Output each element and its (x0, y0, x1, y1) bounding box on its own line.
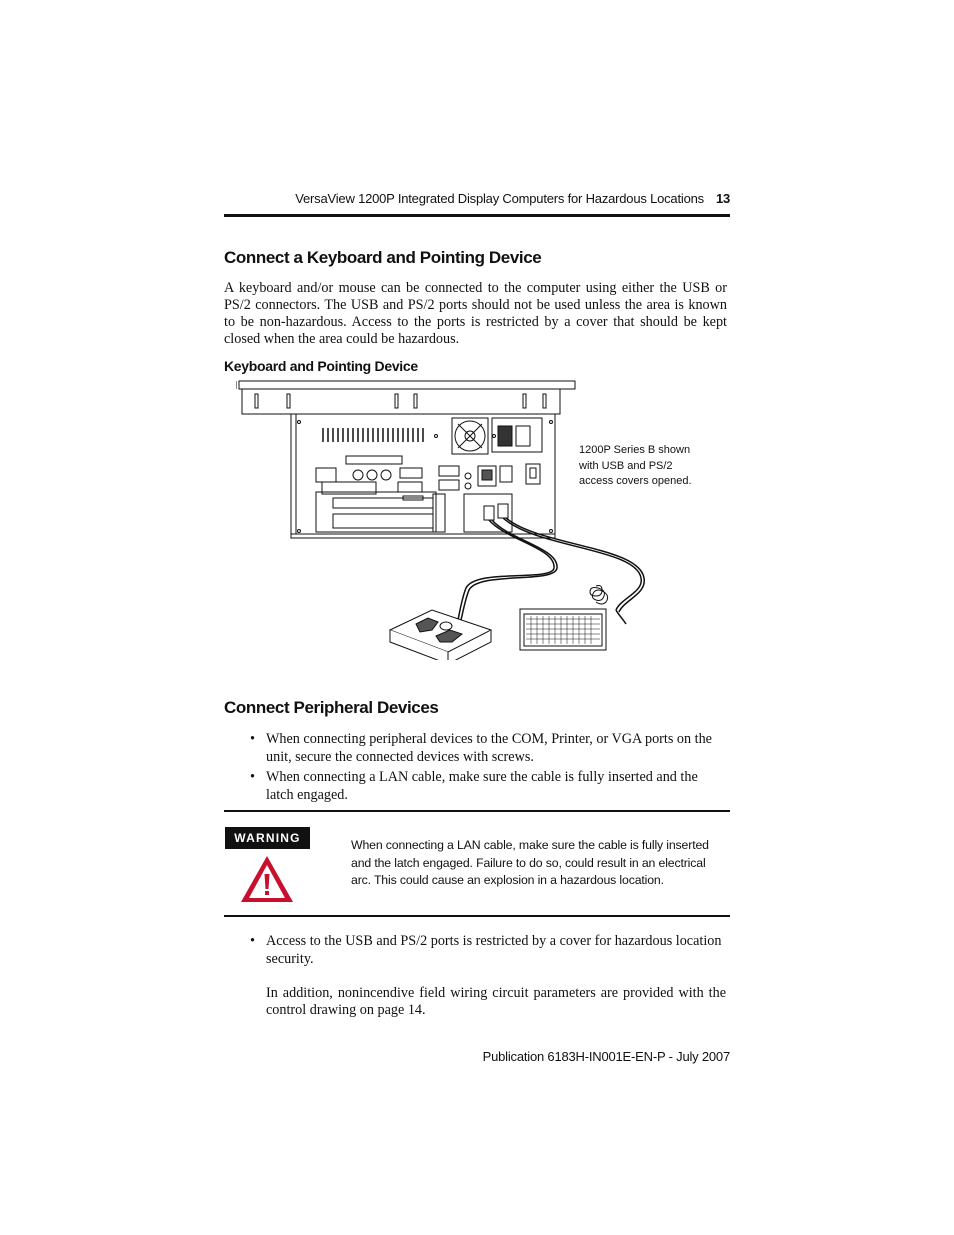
figure-title: Keyboard and Pointing Device (224, 358, 418, 374)
running-head (224, 191, 730, 211)
warning-label: WARNING (225, 827, 310, 849)
running-head-title: VersaView 1200P Integrated Display Computers for Hazardous Locations (295, 191, 704, 206)
figure-caption: 1200P Series B shown with USB and PS/2 access covers opened. (579, 444, 692, 487)
page-number: 13 (715, 191, 730, 206)
followup-paragraph: In addition, nonincendive field wiring circuit parameters are provided with the control drawing on page 14. (266, 985, 726, 1018)
access-bullet-list (248, 933, 728, 971)
keyboard-paragraph: A keyboard and/or mouse can be connected to the computer using either the USB or PS/2 connectors. The USB and PS/2 ports should not be used unless the area is known to be non-hazardous. Access to the ports is restricted by a cover that should be kept closed when the area could be hazardous. (224, 280, 727, 347)
peripheral-bullet-list (248, 731, 728, 807)
list-item: • When connecting a LAN cable, make sure the cable is fully inserted and the latch engaged. (248, 769, 728, 804)
warning-triangle-icon (239, 854, 295, 904)
warning-top-rule (224, 810, 730, 812)
publication-footer: Publication 6183H-IN001E-EN-P - July 2007 (482, 1049, 730, 1064)
heading-connect-keyboard: Connect a Keyboard and Pointing Device (224, 248, 542, 267)
warning-bottom-rule (224, 915, 730, 917)
warning-text: When connecting a LAN cable, make sure the cable is fully inserted and the latch engaged. Failure to do so, could result in an electrical arc. This could cause an explosion in a hazardous location. (351, 838, 709, 887)
list-item: • When connecting peripheral devices to the COM, Printer, or VGA ports on the unit, secure the connected devices with screws. (248, 731, 728, 766)
header-rule (224, 214, 730, 217)
heading-connect-peripheral: Connect Peripheral Devices (224, 698, 439, 717)
list-item: • Access to the USB and PS/2 ports is restricted by a cover for hazardous location security. (248, 933, 728, 968)
keyboard-pointing-device-figure (236, 378, 656, 660)
